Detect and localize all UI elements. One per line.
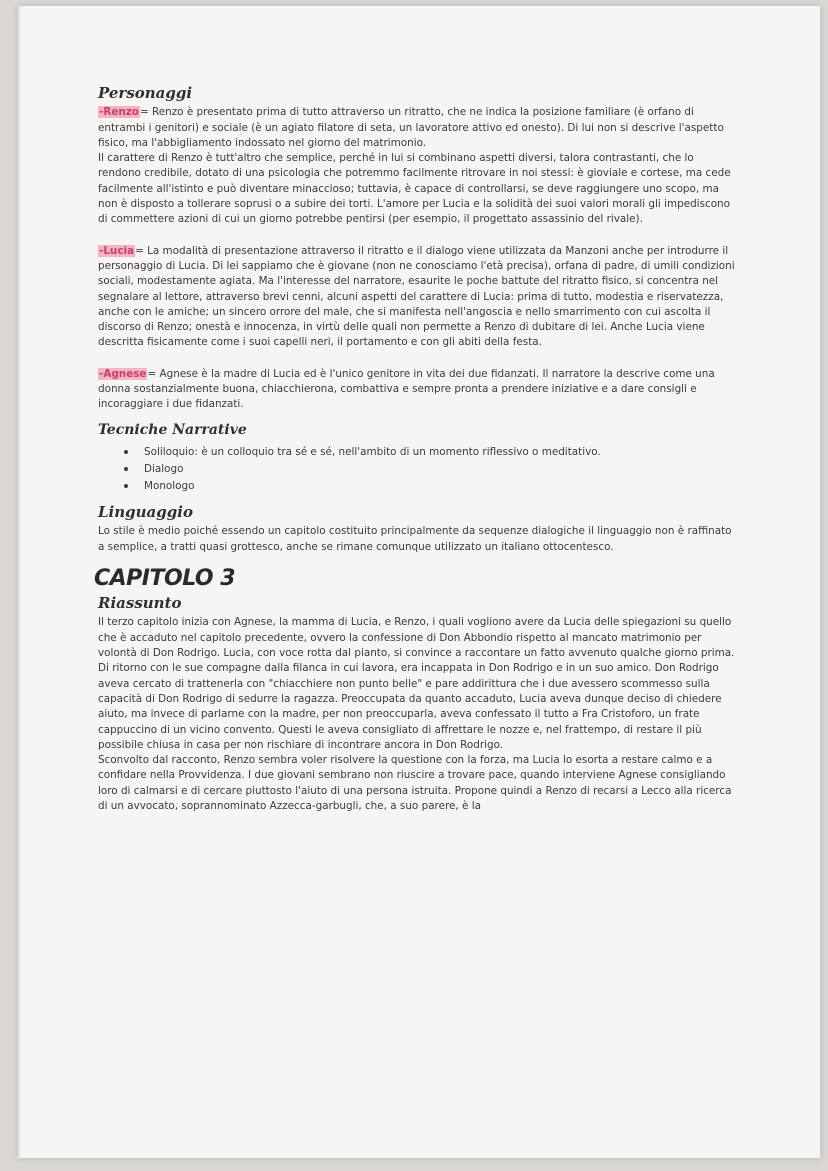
section-lucia — [98, 244, 738, 351]
tecniche-list — [122, 444, 738, 495]
paragraph-lucia — [98, 244, 738, 351]
paragraph-agnese — [98, 367, 738, 413]
renzo-text: Renzo è presentato prima di tutto attraverso un ritratto, che ne indica la posizione familiare (è orfano di entrambi i genitori) e sociale (è un agiato filatore di seta, un lavoratore attivo ed onesto). Di lui non si descrive l'aspetto fisico, ma l'abbigliamento indossato nel giorno del matrimonio. — [98, 106, 724, 149]
heading-personaggi: Personaggi — [98, 84, 193, 102]
paragraph-riassunto-2: Sconvolto dal racconto, Renzo sembra voler risolvere la questione con la forza, ma Lucia lo esorta a restare calmo e a confidare nella Provvidenza. I due giovani sembrano non riuscire a trovare pace, quando interviene Agnese consigliando loro di calmarsi e di cercare piuttosto l'aiuto di una persona istruita. Propone quindi a Renzo di recarsi a Lecco alla ricerca di un avvocato, soprannominato Azzecca-garbugli, che, a suo parere, è la — [98, 754, 732, 812]
equals-sign: = — [139, 106, 152, 119]
highlight-agnese: -Agnese — [99, 367, 147, 380]
highlight-renzo: -Renzo — [99, 106, 139, 119]
lucia-text: La modalità di presentazione attraverso il ritratto e il dialogo viene utilizzata da Manzoni anche per introdurre il personaggio di Lucia. Di lei sappiamo che è giovane (non ne conosciamo l'età precisa), orfana di padre, di umili condizioni sociali, modestamente agiata. Ma l'interesse del narratore, esaurite le poche battute del ritratto fisico, si concentra nel segnalare al lettore, attraverso brevi cenni, alcuni aspetti del carattere di Lucia: prima di tutto, modestia e riservatezza, anche con le amiche; un sincero orrore del male, che si manifesta nell'angoscia e nello smarrimento con cui ascolta il discorso di Renzo; onestà e innocenza, in virtù delle quali non permette a Renzo di dubitare di lei. Anche Lucia viene descritta fisicamente come i suoi capelli neri, il portamento e con gli abiti della festa. — [98, 244, 735, 349]
bullet-icon — [124, 450, 128, 454]
paragraph-linguaggio: Lo stile è medio poiché essendo un capitolo costituito principalmente da sequenze dialogiche il linguaggio non è raffinato a semplice, a tratti quasi grottesco, anche se rimane comunque utilizzato un italiano ottocentesco. — [98, 525, 732, 553]
page-content — [94, 84, 738, 814]
section-riassunto — [98, 615, 738, 814]
equals-sign: = — [135, 244, 148, 257]
paragraph-renzo-1 — [98, 105, 738, 151]
heading-tecniche-narrative: Tecniche Narrative — [98, 421, 247, 438]
bullet-icon — [124, 484, 128, 488]
document-page — [18, 6, 820, 1158]
paragraph-riassunto-1: Il terzo capitolo inizia con Agnese, la mamma di Lucia, e Renzo, i quali vogliono avere da Lucia delle spiegazioni su quello che è accaduto nel capitolo precedente, ovvero la confessione di Don Abbondio rispetto al mancato matrimonio per volontà di Don Rodrigo. Lucia, con voce rotta dal pianto, si convince a raccontare un fatto avvenuto qualche giorno prima. Di ritorno con le sue compagne dalla filanca in cui lavora, era incappata in Don Rodrigo e in un suo amico. Don Rodrigo aveva cercato di trattenerla con "chiacchiere non punto belle" e pare addirittura che i due avessero scommesso sulla capacità di Don Rodrigo di sedurre la ragazza. Preoccupata da quanto accaduto, Lucia aveva dunque deciso di chiedere aiuto, ma invece di parlarne con la madre, per non preoccuparla, aveva confessato il tutto a Fra Cristoforo, un frate cappuccino di un vicino convento. Questi le aveva consigliato di affrettare le nozze e, nel frattempo, di restare il più possibile chiusa in casa per non rischiare di incontrare ancora in Don Rodrigo. — [98, 616, 735, 751]
list-item: Dialogo — [122, 461, 738, 478]
section-agnese — [98, 367, 738, 413]
paragraph-renzo-2: Il carattere di Renzo è tutt'altro che semplice, perché in lui si combinano aspetti diversi, talora contrastanti, che lo rendono credibile, dotato di una psicologia che potremmo facilmente ritrovare in noi stessi: è gioviale e cortese, ma cede facilmente all'istinto e può diventare minaccioso; tuttavia, è capace di controllarsi, se deve raggiungere uno scopo, ma non è disposto a tollerare soprusi o a subire dei torti. L'amore per Lucia e la solidità dei suoi valori morali gli impediscono di commettere azioni di cui un giorno potrebbe pentirsi (per esempio, il progettato assassinio del rivale). — [98, 152, 731, 226]
section-renzo — [98, 105, 738, 227]
agnese-text: Agnese è la madre di Lucia ed è l'unico genitore in vita dei due fidanzati. Il narratore la descrive come una donna sostanzialmente buona, chiacchierona, combattiva e sempre pronta a prendere iniziative e a dare consigli e incoraggiare i due fidanzati. — [98, 367, 715, 411]
list-item: Soliloquio: è un colloquio tra sé e sé, nell'ambito di un momento riflessivo o meditativo. — [122, 444, 738, 461]
list-item: Monologo — [122, 478, 738, 495]
page-edge-shadow — [18, 6, 22, 1158]
bullet-icon — [124, 467, 128, 471]
highlight-lucia: -Lucia — [99, 244, 135, 257]
heading-linguaggio: Linguaggio — [98, 502, 193, 521]
heading-riassunto: Riassunto — [98, 594, 182, 613]
equals-sign: = — [147, 367, 160, 380]
chapter-title: CAPITOLO 3 — [94, 565, 236, 591]
section-linguaggio — [98, 524, 738, 555]
